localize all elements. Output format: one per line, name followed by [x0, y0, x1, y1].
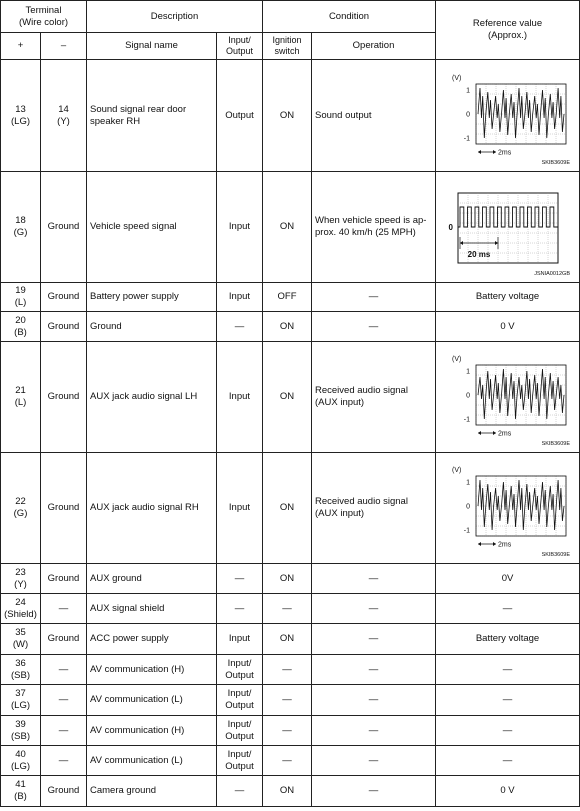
io-header-line1: Input/: [228, 34, 251, 45]
io-value: —: [234, 785, 245, 797]
terminal-header-line1: Terminal: [25, 4, 62, 16]
operation-value: —: [368, 785, 379, 797]
io-cell: [217, 716, 263, 746]
ignition-cell: —: [263, 746, 312, 776]
ignition-cell: OFF: [263, 283, 312, 312]
minus-terminal-cell: [41, 776, 87, 807]
minus-terminal-cell: [41, 312, 87, 342]
waveform-time-label: 2ms: [498, 149, 512, 156]
waveform-unit-label: (V): [452, 467, 462, 474]
waveform-y-tick: 1: [466, 479, 471, 487]
minus-terminal-number: Ground: [47, 785, 80, 797]
minus-terminal-number: Ground: [47, 221, 80, 233]
operation-cell: [312, 60, 436, 172]
plus-terminal-color: (SB): [11, 730, 30, 742]
waveform-trace: [478, 480, 564, 530]
description-header: Description: [87, 1, 263, 33]
reference-cell: —: [436, 746, 580, 776]
minus-terminal-cell: [41, 60, 87, 172]
waveform-unit-label: (V): [452, 74, 462, 82]
waveform-arrow-head: [493, 542, 496, 546]
waveform-y-tick: 0: [466, 503, 471, 511]
figure-code: SKIB3609E: [541, 159, 571, 166]
figure-code: JSNIA0012GB: [534, 271, 571, 277]
signal-name-cell: AV communication (H): [87, 716, 217, 746]
plus-terminal-number: 36: [15, 657, 26, 669]
minus-terminal-cell: [41, 564, 87, 594]
operation-header: Operation: [312, 33, 436, 60]
io-value: Input: [228, 502, 251, 514]
ignition-cell: —: [263, 685, 312, 716]
table-row: [1, 342, 580, 453]
plus-terminal-cell: [1, 746, 41, 776]
waveform-unit-label: (V): [452, 356, 462, 363]
signal-name-cell: ACC power supply: [87, 624, 217, 655]
ignition-cell: ON: [263, 624, 312, 655]
waveform-arrow-head: [493, 150, 496, 154]
plus-terminal-cell: [1, 312, 41, 342]
operation-cell: [312, 312, 436, 342]
plus-terminal-cell: [1, 453, 41, 564]
io-cell: [217, 776, 263, 807]
plus-terminal-color: (W): [12, 639, 29, 650]
plus-terminal-cell: [1, 172, 41, 283]
reference-cell: —: [436, 716, 580, 746]
plus-terminal-number: 39: [15, 718, 26, 730]
waveform-trace: [478, 88, 564, 138]
minus-terminal-number: Ground: [47, 572, 80, 584]
reference-cell: 0 V: [436, 776, 580, 807]
waveform-y-tick: 1: [466, 368, 471, 376]
audio-waveform-graph: [436, 454, 576, 562]
operation-value: —: [368, 663, 379, 675]
operation-value: Received audio signal: [315, 496, 408, 508]
ignition-cell: ON: [263, 453, 312, 564]
io-cell: [217, 172, 263, 283]
operation-value-line2: prox. 40 km/h (25 MPH): [315, 227, 416, 238]
table-row: [1, 283, 580, 312]
waveform-y-tick: 0: [466, 111, 471, 118]
reference-cell: 0 V: [436, 312, 580, 342]
plus-terminal-cell: [1, 283, 41, 312]
plus-terminal-color: (LG): [11, 115, 30, 127]
io-value: Input/: [227, 718, 252, 730]
ignition-cell: ON: [263, 60, 312, 172]
io-cell: [217, 312, 263, 342]
minus-terminal-number: Ground: [47, 633, 80, 645]
reference-header-line1: Reference value: [472, 18, 543, 30]
minus-terminal-number: —: [58, 724, 69, 736]
reference-cell: [436, 60, 580, 172]
operation-cell: [312, 564, 436, 594]
operation-cell: [312, 716, 436, 746]
plus-terminal-color: (G): [13, 227, 28, 238]
io-value: Output: [225, 109, 254, 121]
plus-terminal-number: 37: [15, 688, 26, 700]
minus-terminal-cell: [41, 624, 87, 655]
waveform-y-tick: 0: [466, 392, 471, 400]
plus-terminal-cell: [1, 624, 41, 655]
signal-name-cell: Sound signal rear door speaker RH: [87, 60, 217, 172]
ignition-cell: —: [263, 655, 312, 685]
plus-terminal-cell: [1, 594, 41, 624]
plus-terminal-color: (G): [13, 508, 28, 519]
minus-terminal-number: Ground: [47, 291, 80, 303]
ignition-cell: ON: [263, 312, 312, 342]
signal-name-cell: AUX jack audio signal LH: [87, 342, 217, 453]
operation-value: Sound output: [315, 109, 372, 121]
reference-cell: Battery voltage: [436, 624, 580, 655]
table-row: [1, 312, 580, 342]
minus-header: –: [41, 33, 87, 60]
signal-name-cell: Battery power supply: [87, 283, 217, 312]
io-cell: [217, 594, 263, 624]
audio-waveform-graph: [436, 343, 576, 451]
operation-cell: [312, 283, 436, 312]
io-value: Input: [228, 221, 251, 233]
plus-terminal-number: 19: [15, 285, 26, 297]
table-row: [1, 453, 580, 564]
operation-value: —: [368, 633, 379, 645]
minus-terminal-number: 14: [58, 103, 69, 115]
minus-terminal-number: —: [58, 602, 69, 614]
plus-terminal-number: 22: [15, 496, 26, 508]
plus-terminal-cell: [1, 716, 41, 746]
plus-terminal-number: 23: [15, 566, 26, 578]
speed-zero-label: 0: [448, 223, 454, 232]
operation-cell: [312, 594, 436, 624]
operation-cell: [312, 746, 436, 776]
operation-cell: [312, 655, 436, 685]
waveform-arrow-head: [478, 150, 481, 154]
io-value-line2: Output: [225, 669, 254, 681]
operation-value: —: [368, 572, 379, 584]
speed-time-label: 20 ms: [467, 250, 491, 259]
plus-terminal-cell: [1, 685, 41, 716]
signal-name-cell: Camera ground: [87, 776, 217, 807]
minus-terminal-cell: [41, 685, 87, 716]
terminal-header: [1, 1, 87, 33]
minus-terminal-cell: [41, 716, 87, 746]
condition-header: Condition: [263, 1, 436, 33]
minus-terminal-number: —: [58, 754, 69, 766]
io-value: —: [234, 572, 245, 584]
operation-value: —: [368, 602, 379, 614]
ignition-cell: ON: [263, 342, 312, 453]
plus-terminal-color: (L): [14, 397, 27, 408]
io-cell: [217, 283, 263, 312]
plus-terminal-color: (Shield): [4, 608, 37, 620]
operation-value: —: [368, 724, 379, 736]
terminal-header-line2: (Wire color): [18, 16, 69, 28]
reference-cell: Battery voltage: [436, 283, 580, 312]
reference-header-line2: (Approx.): [487, 30, 528, 41]
minus-terminal-number: Ground: [47, 391, 80, 403]
io-value: —: [234, 320, 245, 332]
io-value: Input/: [227, 657, 252, 669]
plus-terminal-number: 18: [15, 215, 26, 227]
signal-name-cell: AUX jack audio signal RH: [87, 453, 217, 564]
speed-arrow-head: [495, 241, 498, 245]
plus-terminal-number: 41: [15, 779, 26, 791]
ignition-cell: ON: [263, 776, 312, 807]
ignition-header: [263, 33, 312, 60]
plus-terminal-number: 20: [15, 314, 26, 326]
io-cell: [217, 624, 263, 655]
plus-terminal-color: (Y): [14, 578, 27, 590]
io-cell: [217, 685, 263, 716]
plus-terminal-color: (LG): [11, 700, 30, 711]
table-row: [1, 564, 580, 594]
table-row: [1, 594, 580, 624]
reference-cell: —: [436, 685, 580, 716]
reference-cell: —: [436, 655, 580, 685]
signal-name-cell: AUX signal shield: [87, 594, 217, 624]
minus-terminal-cell: [41, 283, 87, 312]
figure-code: SKIB3609E: [541, 441, 571, 447]
waveform-arrow-head: [478, 431, 481, 435]
plus-terminal-color: (L): [14, 297, 27, 308]
waveform-trace: [478, 369, 564, 419]
plus-header: +: [1, 33, 41, 60]
ignition-cell: ON: [263, 172, 312, 283]
waveform-y-tick: -1: [463, 416, 471, 424]
io-cell: [217, 564, 263, 594]
minus-terminal-cell: [41, 746, 87, 776]
plus-terminal-color: (B): [14, 326, 27, 338]
operation-value: —: [368, 754, 379, 766]
minus-terminal-cell: [41, 172, 87, 283]
operation-value: Received audio signal: [315, 385, 408, 397]
reference-header: [436, 1, 580, 60]
io-value: Input/: [227, 688, 252, 700]
table-row: [1, 746, 580, 776]
minus-terminal-number: Ground: [47, 502, 80, 514]
minus-terminal-cell: [41, 655, 87, 685]
waveform-arrow-head: [493, 431, 496, 435]
io-cell: [217, 342, 263, 453]
operation-value: —: [368, 694, 379, 706]
io-cell: [217, 655, 263, 685]
waveform-y-tick: 1: [466, 87, 471, 94]
table-row: [1, 716, 580, 746]
io-header-line2: Output: [225, 46, 254, 56]
speed-waveform-graph: [436, 173, 576, 281]
signal-name-header: Signal name: [87, 33, 217, 60]
reference-cell: [436, 453, 580, 564]
table-row: [1, 60, 580, 172]
operation-cell: [312, 172, 436, 283]
plus-terminal-cell: [1, 655, 41, 685]
minus-terminal-cell: [41, 342, 87, 453]
reference-cell: —: [436, 594, 580, 624]
io-value: Input: [228, 633, 251, 645]
minus-terminal-cell: [41, 594, 87, 624]
ignition-header-line1: Ignition: [272, 34, 302, 45]
operation-cell: [312, 624, 436, 655]
operation-cell: [312, 453, 436, 564]
waveform-y-tick: -1: [463, 135, 471, 142]
waveform-y-tick: -1: [463, 527, 471, 535]
io-value: Input: [228, 291, 251, 303]
reference-cell: 0V: [436, 564, 580, 594]
waveform-arrow-head: [478, 542, 481, 546]
table-row: [1, 655, 580, 685]
plus-terminal-number: 24: [15, 596, 26, 608]
signal-name-cell: AV communication (L): [87, 746, 217, 776]
minus-terminal-color: (Y): [57, 115, 70, 127]
operation-value-line2: (AUX input): [315, 397, 365, 408]
io-cell: [217, 60, 263, 172]
minus-terminal-number: —: [58, 694, 69, 706]
table-body: [1, 60, 580, 807]
operation-cell: [312, 342, 436, 453]
ignition-header-line2: switch: [274, 46, 300, 56]
waveform-time-label: 2ms: [498, 541, 512, 549]
table-row: [1, 172, 580, 283]
waveform-time-label: 2ms: [498, 430, 512, 438]
table-row: [1, 685, 580, 716]
io-value: —: [234, 602, 245, 614]
ignition-cell: ON: [263, 564, 312, 594]
figure-code: SKIB3609E: [541, 552, 571, 558]
reference-cell: [436, 342, 580, 453]
plus-terminal-number: 35: [15, 627, 26, 639]
operation-value: When vehicle speed is ap-: [315, 215, 427, 227]
table-row: [1, 776, 580, 807]
io-value-line2: Output: [225, 700, 254, 711]
io-cell: [217, 453, 263, 564]
speed-arrow-head: [460, 241, 463, 245]
operation-value-line2: (AUX input): [315, 508, 365, 519]
signal-name-cell: AUX ground: [87, 564, 217, 594]
io-header: [217, 33, 263, 60]
plus-terminal-cell: [1, 564, 41, 594]
plus-terminal-cell: [1, 776, 41, 807]
plus-terminal-number: 40: [15, 748, 26, 760]
plus-terminal-color: (SB): [11, 669, 30, 681]
signal-name-cell: AV communication (H): [87, 655, 217, 685]
plus-terminal-cell: [1, 342, 41, 453]
audio-waveform-graph: [436, 62, 576, 170]
signal-name-cell: Ground: [87, 312, 217, 342]
io-cell: [217, 746, 263, 776]
minus-terminal-number: Ground: [47, 320, 80, 332]
signal-name-cell: AV communication (L): [87, 685, 217, 716]
operation-cell: [312, 776, 436, 807]
ignition-cell: —: [263, 594, 312, 624]
io-value-line2: Output: [225, 730, 254, 742]
operation-cell: [312, 685, 436, 716]
io-value: Input/: [227, 748, 252, 760]
ignition-cell: —: [263, 716, 312, 746]
minus-terminal-cell: [41, 453, 87, 564]
plus-terminal-cell: [1, 60, 41, 172]
operation-value: —: [368, 291, 379, 303]
signal-name-cell: Vehicle speed signal: [87, 172, 217, 283]
plus-terminal-color: (LG): [11, 760, 30, 772]
io-value-line2: Output: [225, 760, 254, 772]
plus-terminal-number: 13: [15, 103, 26, 115]
io-value: Input: [228, 391, 251, 403]
minus-terminal-number: —: [58, 663, 69, 675]
plus-terminal-color: (B): [14, 791, 27, 802]
table-row: [1, 624, 580, 655]
reference-cell: [436, 172, 580, 283]
operation-value: —: [368, 320, 379, 332]
plus-terminal-number: 21: [15, 385, 26, 397]
